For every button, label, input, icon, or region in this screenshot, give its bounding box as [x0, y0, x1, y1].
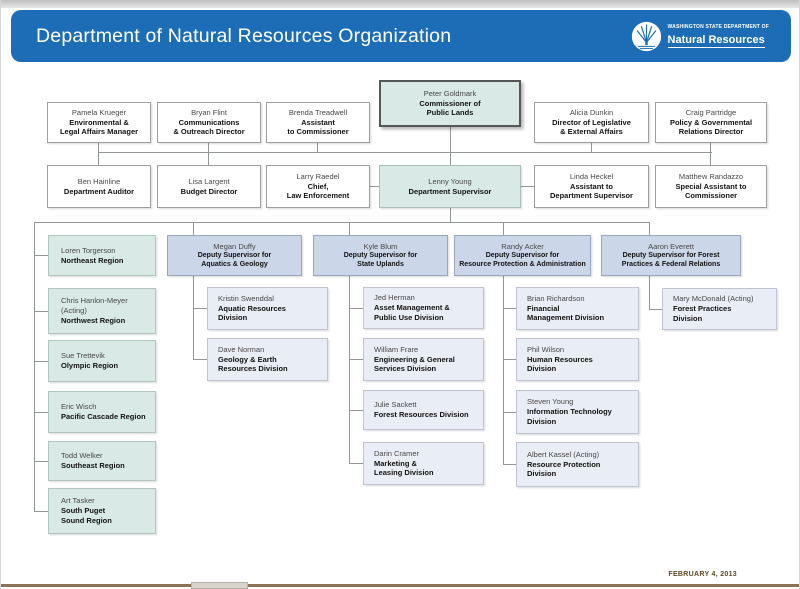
org-box-julie [363, 390, 484, 430]
person-name: Lenny Young [428, 176, 472, 186]
person-name: Craig Partridge [685, 107, 737, 117]
person-title: Communications [178, 117, 240, 127]
person-name: Mary McDonald (Acting) [673, 294, 754, 304]
person-title: Commissioner [684, 191, 738, 201]
bottom-bar [1, 584, 800, 587]
org-box-alicia [534, 102, 649, 143]
person-name: Linda Heckel [569, 171, 614, 181]
person-name: Larry Raedel [296, 171, 340, 181]
connector-line [349, 359, 363, 360]
org-box-matthew [655, 165, 767, 208]
org-box-linda [534, 165, 649, 208]
person-name: Jed Herman [374, 293, 415, 303]
person-title: Sound Region [61, 515, 112, 525]
person-name: Darin Cramer [374, 448, 420, 458]
org-box-craig [655, 102, 767, 143]
connector-line [193, 222, 194, 235]
person-name: Ben Hainline [77, 176, 121, 186]
person-title: Services Division [374, 364, 437, 374]
person-name: Eric Wisch [61, 402, 97, 412]
person-title: Practices & Federal Relations [621, 261, 721, 269]
person-title: Chief, [307, 181, 329, 191]
connector-line [193, 276, 194, 360]
connector-line [208, 152, 209, 165]
connector-line [98, 143, 99, 152]
person-title: Marketing & [374, 458, 417, 468]
person-name: Todd Welker [61, 451, 103, 461]
org-box-steven [516, 390, 639, 434]
connector-line [503, 276, 504, 465]
person-title: Public Lands [426, 108, 474, 118]
person-title: Northeast Region [61, 255, 124, 265]
connector-line [710, 143, 711, 152]
person-name: Randy Acker [501, 241, 544, 251]
person-title: Deputy Supervisor for Forest [622, 252, 720, 260]
org-chart [1, 0, 800, 589]
person-title: Department Supervisor [408, 186, 492, 196]
person-title: Division [673, 313, 703, 323]
person-name: Steven Young [527, 397, 574, 407]
org-box-chris [48, 288, 156, 334]
logo-text-bottom: Natural Resources [667, 34, 765, 46]
org-box-randy [454, 235, 591, 276]
person-title: Department Supervisor [550, 191, 633, 201]
person-name: William Frare [374, 344, 419, 354]
page-title: Department of Natural Resources Organization [36, 24, 452, 47]
org-box-megan [167, 235, 302, 276]
connector-line [98, 152, 99, 165]
org-box-kyle [313, 235, 448, 276]
person-title: Special Assistant to [675, 181, 747, 191]
person-title: Deputy Supervisor for [197, 252, 272, 260]
connector-line [710, 152, 711, 165]
person-title: Southeast Region [61, 461, 125, 470]
connector-line [34, 311, 48, 312]
person-title: Forest Resources Division [374, 410, 469, 419]
person-name: Matthew Randazzo [678, 171, 744, 181]
person-title: Relations Director [678, 127, 744, 137]
person-name: Phil Wilson [527, 344, 565, 354]
connector-line [349, 222, 350, 235]
person-title: & Outreach Director [173, 127, 245, 137]
person-title: Asset Management & [374, 303, 450, 313]
connector-line [349, 463, 363, 464]
person-title: to Commissioner [287, 127, 349, 137]
connector-line [34, 222, 650, 223]
person-name: Bryan Flint [191, 107, 227, 117]
org-box-art [48, 488, 156, 534]
connector-line [193, 308, 207, 309]
person-title: Public Use Division [374, 312, 444, 322]
connector-line [34, 361, 48, 362]
connector-line [349, 410, 363, 411]
person-title: Policy & Governmental [669, 117, 753, 127]
person-title: Financial [527, 303, 560, 313]
org-box-jed [363, 287, 484, 329]
person-title: Environmental & [69, 117, 129, 127]
org-box-brenda [266, 102, 370, 143]
person-name: Peter Goldmark [423, 88, 477, 98]
person-title: Forest Practices [673, 304, 732, 314]
person-title: Aquatic Resources [218, 303, 286, 313]
org-box-william [363, 338, 484, 381]
person-title: Division [527, 416, 557, 426]
person-title: Legal Affairs Manager [59, 127, 139, 137]
person-name: Chris Hanlon-Meyer (Acting) [61, 296, 128, 316]
person-title: South Puget [61, 506, 106, 516]
org-box-aaron [601, 235, 741, 276]
person-title: Human Resources [527, 354, 593, 364]
horizontal-scrollbar-thumb[interactable] [191, 582, 248, 589]
logo-text-top: WASHINGTON STATE DEPARTMENT OF [667, 24, 769, 30]
connector-line [649, 309, 662, 310]
person-title: Management Division [527, 313, 605, 323]
person-title: Director of Legislative [552, 117, 631, 127]
org-box-albert [516, 442, 639, 487]
connector-line [503, 464, 516, 465]
person-title: Northwest Region [61, 315, 126, 325]
person-title: Assistant to [570, 181, 613, 191]
person-title: Assistant [301, 117, 335, 127]
org-box-dave [207, 338, 328, 381]
person-title: Deputy Supervisor for [485, 252, 560, 260]
person-title: Commissioner of [419, 98, 481, 108]
person-title: Department Auditor [63, 186, 135, 196]
connector-line [34, 511, 48, 512]
person-title: Budget Director [180, 186, 238, 196]
person-title: Division [527, 469, 557, 479]
connector-line [34, 222, 35, 512]
person-title: Leasing Division [374, 468, 434, 478]
org-box-brian [516, 287, 639, 330]
org-box-darin [363, 442, 484, 485]
org-box-bryan [157, 102, 261, 143]
org-box-ben [47, 165, 151, 208]
person-title: Geology & Earth [218, 354, 277, 364]
connector-line [370, 186, 379, 187]
org-box-larry [266, 165, 370, 208]
connector-line [503, 359, 516, 360]
person-title: Pacific Cascade Region [61, 412, 146, 421]
connector-line [98, 152, 712, 153]
connector-line [450, 208, 451, 222]
person-name: Kyle Blum [363, 241, 398, 251]
connector-line [208, 143, 209, 152]
person-name: Brenda Treadwell [288, 107, 348, 117]
person-name: Julie Sackett [374, 400, 417, 410]
connector-line [450, 127, 451, 165]
org-box-sue [48, 340, 156, 382]
person-title: Aquatics & Geology [201, 261, 268, 269]
org-box-eric [48, 391, 156, 433]
person-name: Megan Duffy [213, 241, 256, 251]
person-title: & External Affairs [560, 127, 623, 137]
org-box-todd [48, 441, 156, 481]
person-name: Loren Torgerson [61, 245, 116, 255]
person-title: Division [218, 313, 248, 323]
org-box-loren [48, 235, 156, 276]
connector-line [34, 412, 48, 413]
person-name: Kristin Swenddal [218, 293, 274, 303]
connector-line [34, 461, 48, 462]
connector-line [193, 359, 207, 360]
person-title: Resource Protection & Administration [459, 261, 586, 269]
org-box-lenny [379, 165, 521, 208]
connector-line [349, 308, 363, 309]
person-name: Albert Kassel (Acting) [527, 449, 600, 459]
person-title: Olympic Region [61, 361, 119, 370]
org-box-mary [662, 288, 777, 330]
person-name: Pamela Krueger [71, 107, 127, 117]
connector-line [503, 412, 516, 413]
connector-line [349, 276, 350, 464]
person-title: Resources Division [218, 364, 288, 374]
revision-date: FEBRUARY 4, 2013 [668, 571, 737, 578]
org-box-pamela [47, 102, 151, 143]
person-title: Deputy Supervisor for [343, 252, 418, 260]
person-name: Art Tasker [61, 496, 95, 506]
person-title: Information Technology [527, 407, 612, 417]
person-title: State Uplands [357, 261, 404, 269]
connector-line [317, 143, 318, 152]
person-name: Sue Trettevik [61, 351, 105, 361]
connector-line [521, 186, 534, 187]
connector-line [503, 222, 504, 235]
connector-line [34, 255, 48, 256]
person-name: Lisa Largent [188, 176, 230, 186]
connector-line [649, 222, 650, 235]
connector-line [649, 276, 650, 310]
org-box-kristin [207, 287, 328, 330]
person-title: Resource Protection [527, 459, 601, 469]
org-box-peter [379, 80, 521, 127]
person-title: Division [527, 364, 557, 374]
person-name: Aaron Everett [648, 241, 694, 251]
person-name: Brian Richardson [527, 293, 585, 303]
org-box-phil [516, 338, 639, 381]
person-title: Engineering & General [374, 354, 455, 364]
connector-line [503, 308, 516, 309]
person-name: Alicia Dunkin [569, 107, 614, 117]
connector-line [591, 143, 592, 152]
person-name: Dave Norman [218, 344, 265, 354]
person-title: Law Enforcement [286, 191, 350, 201]
org-box-lisa [157, 165, 261, 208]
